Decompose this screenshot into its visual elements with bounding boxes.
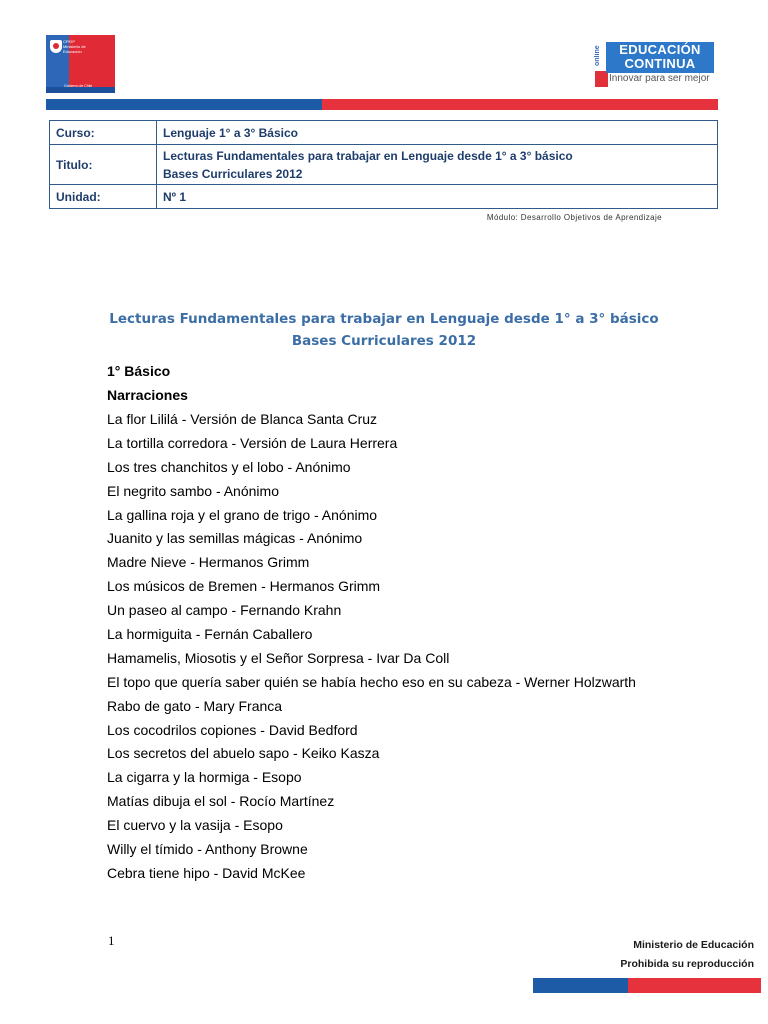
list-item: La tortilla corredora - Versión de Laura Herrera [107, 434, 398, 451]
chile-crest-icon [50, 40, 62, 53]
course-info-table [49, 120, 718, 209]
page-number: 1 [108, 933, 115, 948]
footer-ministry: Ministerio de Educación [633, 939, 754, 951]
list-item: Matías dibuja el sol - Rocío Martínez [107, 793, 335, 810]
logo-footer-text: Gobierno de Chile [64, 84, 93, 88]
course-label: Curso: [50, 121, 157, 145]
logo-text-line-3: Educación [63, 49, 82, 54]
header-band-blue [46, 99, 322, 110]
unit-value: Nº 1 [157, 185, 718, 209]
logo-text-line-2: Ministerio de [63, 44, 86, 49]
title-label: Titulo: [50, 145, 157, 185]
table-row [50, 145, 718, 185]
unit-label: Unidad: [50, 185, 157, 209]
table-row [50, 185, 718, 209]
ec-logo-box [606, 42, 714, 73]
list-item: Un paseo al campo - Fernando Krahn [107, 602, 342, 619]
list-item: Los cocodrilos copiones - David Bedford [107, 721, 358, 738]
header-color-band [46, 99, 718, 110]
ec-logo-tagline: Innovar para ser mejor [609, 73, 710, 84]
list-item: Juanito y las semillas mágicas - Anónimo [107, 530, 363, 547]
list-item: Madre Nieve - Hermanos Grimm [107, 554, 310, 571]
ec-logo-line-2: CONTINUA [624, 56, 696, 71]
header-band-red [322, 99, 718, 110]
list-item: Los tres chanchitos y el lobo - Anónimo [107, 458, 351, 475]
list-item: Cebra tiene hipo - David McKee [107, 864, 306, 881]
list-item: La hormiguita - Fernán Caballero [107, 626, 313, 643]
logo-text-line-1: CPEIP [63, 39, 76, 44]
list-item: Rabo de gato - Mary Franca [107, 697, 283, 714]
genre-heading: Narraciones [107, 387, 188, 403]
title-value-line-2: Bases Curriculares 2012 [163, 166, 303, 181]
ec-logo-red-square [595, 71, 608, 87]
list-item: La flor Lililá - Versión de Blanca Santa Cruz [107, 411, 378, 427]
table-row [50, 121, 718, 145]
title-value [157, 145, 718, 185]
grade-heading: 1° Básico [107, 363, 171, 379]
page-title [0, 308, 768, 352]
readings-list [107, 408, 636, 886]
list-item: La gallina roja y el grano de trigo - Anónimo [107, 506, 378, 523]
page-title-line-1: Lecturas Fundamentales para trabajar en Lenguaje desde 1° a 3° básico [109, 311, 659, 327]
list-item: El negrito sambo - Anónimo [107, 482, 279, 499]
list-item: El cuervo y la vasija - Esopo [107, 817, 283, 834]
page-title-line-2: Bases Curriculares 2012 [291, 333, 477, 349]
course-value: Lenguaje 1° a 3° Básico [157, 121, 718, 145]
list-item: Los músicos de Bremen - Hermanos Grimm [107, 578, 381, 595]
module-caption: Módulo: Desarrollo Objetivos de Aprendizaje [486, 213, 662, 222]
list-item: El topo que quería saber quién se había hecho eso en su cabeza - Werner Holzwarth [107, 673, 636, 690]
title-value-line-1: Lecturas Fundamentales para trabajar en Lenguaje desde 1° a 3° básico [163, 148, 573, 163]
footer-band-red [628, 978, 761, 993]
list-item: Hamamelis, Miosotis y el Señor Sorpresa - Ivar Da Coll [107, 649, 450, 666]
logo-text [63, 39, 86, 54]
list-item: La cigarra y la hormiga - Esopo [107, 769, 302, 786]
footer-band-blue [533, 978, 628, 993]
educacion-continua-logo [594, 42, 716, 88]
list-item: Los secretos del abuelo sapo - Keiko Kasza [107, 745, 380, 762]
ec-logo-side-text: online [594, 42, 604, 70]
gobierno-de-chile-logo [46, 35, 115, 93]
ec-logo-line-1: EDUCACIÓN [619, 42, 701, 57]
footer-notice: Prohibida su reproducción [620, 958, 754, 970]
footer-color-band [533, 978, 761, 993]
list-item: Willy el tímido - Anthony Browne [107, 841, 308, 858]
